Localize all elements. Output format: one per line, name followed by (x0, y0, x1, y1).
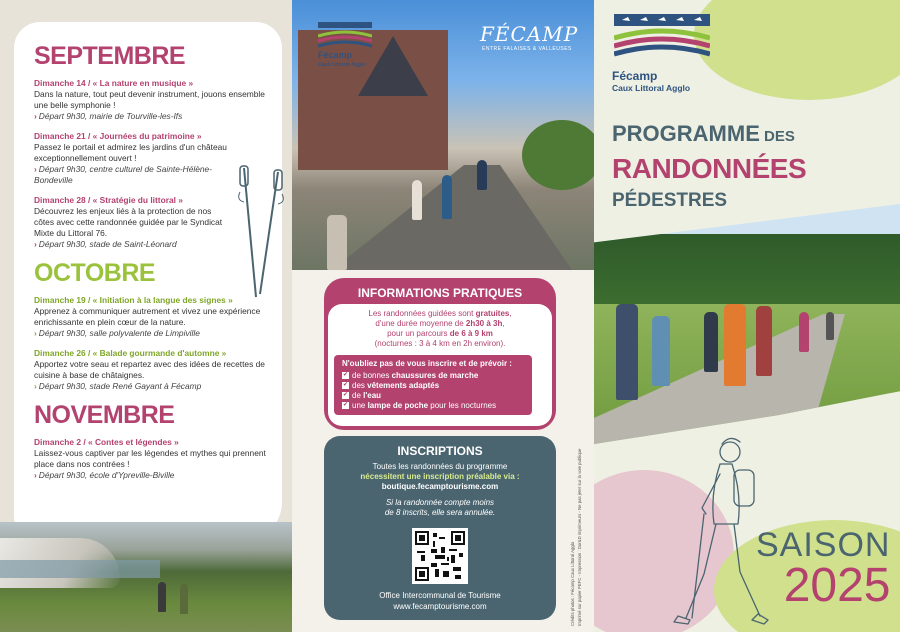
event-head: Dimanche 19 / « Initiation à la langue des signes » (34, 295, 233, 305)
registration-line: nécessitent une inscription préalable via : (360, 472, 520, 481)
hiker-figure (756, 306, 772, 376)
tourism-office-name: Office Intercommunal de Tourisme (379, 591, 501, 600)
month-title-november: NOVEMBRE (34, 401, 175, 429)
arrow-icon: › (34, 381, 37, 391)
mini-logo-text-2: Caux Littoral Agglo (318, 62, 366, 68)
event-head: Dimanche 28 / « Stratégie du littoral » (34, 195, 183, 205)
arrow-icon: › (34, 470, 37, 480)
registration-note: Si la randonnée compte moins (385, 498, 495, 507)
registration-shop-link[interactable]: boutique.fecamptourisme.com (381, 482, 499, 491)
event-item (34, 195, 224, 250)
checklist-title: N'oubliez pas de vous inscrire et de prévoir : (342, 359, 512, 368)
tourism-office-url[interactable]: www.fecamptourisme.com (393, 602, 487, 611)
practical-info-content (328, 304, 552, 426)
event-departure (34, 239, 224, 250)
fecamp-brand-logo: FÉCAMP (480, 22, 579, 46)
title-line-3: PÉDESTRES (612, 190, 728, 211)
season-word: SAISON (756, 526, 891, 564)
event-departure (34, 111, 268, 122)
hiking-poles-illustration (236, 162, 286, 302)
hiker-figure (652, 316, 670, 386)
forest-shape (594, 234, 900, 314)
event-head: Dimanche 26 / « Balade gourmande d'automne » (34, 348, 227, 358)
fecamp-agglo-logo (318, 22, 372, 68)
hiker-figure (477, 160, 487, 190)
sea-shape (0, 560, 160, 578)
month-title-september: SEPTEMBRE (34, 42, 186, 70)
event-description: Dans la nature, tout peut devenir instrument, jouons ensemble une belle symphonie ! (34, 89, 265, 110)
hiker-figure (180, 584, 188, 614)
hiker-figure (327, 215, 347, 270)
fecamp-brand-tagline: ENTRE FALAISES & VALLEUSES (482, 46, 572, 52)
event-description: Laissez-vous captiver par les légendes et mythes qui prennent place dans nos contrées ! (34, 448, 266, 469)
practical-info-box (324, 278, 556, 430)
departure-text: Départ 9h30, stade René Gayant à Fécamp (38, 381, 202, 391)
season-year: 2025 (783, 559, 891, 612)
registration-line: Toutes les randonnées du programme (372, 462, 508, 471)
brochure-title (612, 118, 806, 217)
print-credits (568, 380, 588, 630)
arrow-icon: › (34, 328, 37, 338)
departure-text: Départ 9h30, centre culturel de Sainte-Hélène-Bondeville (34, 164, 212, 185)
event-item (34, 348, 268, 392)
hiker-figure (616, 304, 638, 400)
info-line: Les randonnées guidées sont gratuites, (368, 309, 512, 318)
departure-text: Départ 9h30, école d'Ypreville-Biville (38, 470, 175, 480)
checklist-box (334, 355, 532, 415)
decor-blob (694, 0, 900, 100)
hiker-figure (799, 312, 809, 352)
event-item (34, 437, 268, 481)
hiker-figure (412, 180, 422, 220)
checkbox-icon: ✔ (342, 392, 349, 399)
departure-text: Départ 9h30, stade de Saint-Léonard (38, 239, 177, 249)
info-line: (nocturnes : 3 à 4 km en 2h environ). (374, 339, 506, 348)
logo-name-sub: Caux Littoral Agglo (612, 83, 691, 93)
checkbox-icon: ✔ (342, 402, 349, 409)
qr-code-icon[interactable] (412, 528, 468, 584)
event-departure (34, 470, 268, 481)
checklist-item: ✔ de bonnes chaussures de marche (342, 371, 479, 380)
registration-note: de 8 inscrits, elle sera annulée. (384, 508, 496, 517)
event-head: Dimanche 2 / « Contes et légendes » (34, 437, 179, 447)
left-panel (0, 0, 292, 632)
event-description: Apportez votre seau et repartez avec des idées de recettes de cuisine à base de châtaignes. (34, 359, 265, 380)
event-description: Découvrez les enjeux liés à la protection de nos côtes avec cette randonnée guidée par le Syndicat Mixte du Littoral 76. (34, 206, 223, 238)
event-item (34, 78, 268, 122)
town-hikers-photo (292, 0, 594, 270)
mini-logo-text-1: Fécamp (318, 50, 353, 60)
credit-line: Imprimé sur papier PEFC - Impression : Dor&D imprimeurs - Ne pas jeter sur la voie publique (577, 448, 582, 626)
season-label (756, 528, 890, 610)
title-line-1: PROGRAMME DES (612, 121, 795, 146)
info-line: d'une durée moyenne de 2h30 à 3h, (375, 319, 505, 328)
checklist (342, 371, 524, 411)
checklist-item: ✔ de l'eau (342, 391, 382, 400)
month-title-october: OCTOBRE (34, 259, 156, 287)
checkbox-icon: ✔ (342, 382, 349, 389)
event-item (34, 295, 268, 339)
agglo-logo-text (612, 70, 690, 94)
event-departure (34, 328, 268, 339)
tree-shape (522, 120, 594, 190)
right-panel (594, 0, 900, 632)
arrow-icon: › (34, 111, 37, 121)
hiker-figure (158, 582, 166, 612)
registration-box (324, 436, 556, 620)
event-head: Dimanche 14 / « La nature en musique » (34, 78, 194, 88)
coast-hikers-photo (0, 522, 292, 632)
event-departure (34, 164, 234, 186)
events-card (14, 22, 282, 542)
checklist-item: ✔ des vêtements adaptés (342, 381, 440, 390)
practical-info-title: INFORMATIONS PRATIQUES (357, 286, 523, 300)
checkbox-icon: ✔ (342, 372, 349, 379)
event-description: Passez le portail et admirez les jardins d'un château exceptionnellement ouvert ! (34, 142, 227, 163)
hiker-figure (704, 312, 718, 372)
departure-text: Départ 9h30, salle polyvalente de Limpiville (38, 328, 200, 338)
hiker-figure (442, 175, 452, 219)
hiker-figure (826, 312, 834, 340)
hiker-figure (724, 304, 746, 386)
event-departure (34, 381, 268, 392)
middle-panel (292, 0, 594, 632)
info-line: pour un parcours de 6 à 9 km (387, 329, 493, 338)
countryside-hikers-photo (594, 204, 900, 444)
title-line-2: RANDONNÉES (612, 153, 807, 184)
logo-name-main: Fécamp (612, 69, 658, 83)
arrow-icon: › (34, 239, 37, 249)
checklist-item: ✔ une lampe de poche pour les nocturnes (342, 401, 497, 410)
credit-line: Crédits photos : Fécamp Caux Littoral Agglo (570, 541, 575, 626)
event-description: Apprenez à communiquer autrement et vivez une expérience enrichissante en plein cœur de la nature. (34, 306, 261, 327)
departure-text: Départ 9h30, mairie de Tourville-les-Ifs (38, 111, 183, 121)
event-head: Dimanche 21 / « Journées du patrimoine » (34, 131, 202, 141)
event-item (34, 131, 234, 186)
registration-title: INSCRIPTIONS (397, 444, 483, 458)
arrow-icon: › (34, 164, 37, 174)
fecamp-agglo-logo (614, 14, 710, 70)
